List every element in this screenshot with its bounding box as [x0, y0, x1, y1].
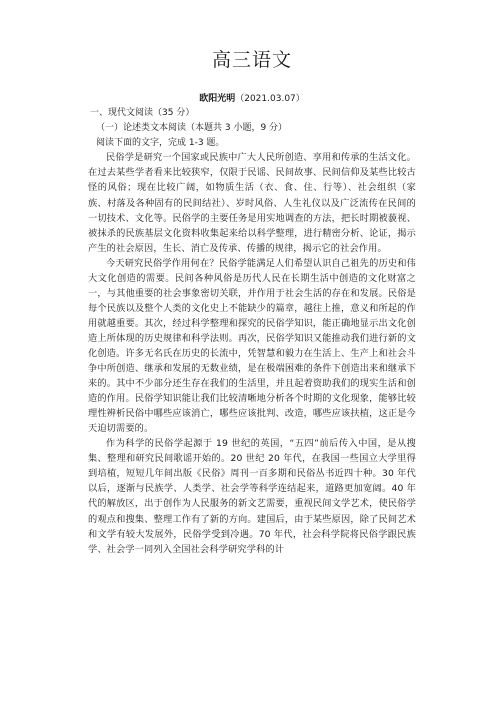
body-paragraph-3: 作为科学的民俗学起源于 19 世纪的英国，“五四”前后传入中国，是从搜集、整理和研究民间歌谣开始的。20 世纪 20 年代，在我国一些国立大学里得到培植，短短几年间出版《民俗》周刊一百多期和民俗丛书近四十种。30 年代以后，逐渐与民族学、人类学、社会学等科学连结起来，道路更加宽阔。40 年代的解放区，出于创作为人民服务的新文艺需要，重视民间文学艺术，使民俗学的观点和搜集、整理工作有了新的方向。建国后，由于某些原因，除了民间艺术和文学有较大发展外，民俗学受到冷遇。70 年代，社会科学院将民俗学跟民族学、社会学一同列入全国社会科学研究学科的计 [88, 438, 416, 555]
reading-instruction: 阅读下面的文字，完成 1-3 题。 [96, 137, 225, 148]
author-name: 欧阳光明 [199, 94, 236, 104]
section-heading: 一、现代文阅读（35 分） [90, 108, 195, 118]
body-paragraph-1: 民俗学是研究一个国家或民族中广大人民所创造、享用和传承的生活文化。在过去某些学者看来比较狭窄，仅限于民谣、民间故事、民间信仰及某些比较古怪的风俗；现在比较广阔，如物质生活（衣、食、住、行等）、社会组织（家族、村落及各种固有的民间结社）、岁时风俗、人生礼仪以及广泛流传在民间的一切技术、文化等。民俗学的主要任务是用实地调查的方法，把长时期被藐视、被抹杀的民族基层文化资料收集起来给以科学整理，进行精密分析、论证，揭示产生的社会原因，生长、消亡及传承、传播的规律，揭示它的社会作用。 [88, 152, 416, 254]
document-page [88, 48, 416, 557]
author-date: （2021.03.07） [235, 94, 305, 104]
document-title: 高三语文 [211, 49, 292, 71]
author-line [88, 92, 416, 106]
body-paragraph-2: 今天研究民俗学作用何在？民俗学能满足人们希望认识自己祖先的历史和伟大文化创造的需要。民间各种风俗是历代人民在长期生活中创造的文化财富之一，与其他重要的社会事象密切关联，并作用于社会生活的存在和发展。民俗是每个民族以及整个人类的文化史上不能缺少的篇章，越往上推，意义和所起的作用就越重要。其次，经过科学整理和探究的民俗学知识，能正确地显示出文化创造上所体现的历史规律和科学法则。再次，民俗学知识又能推动我们进行新的文化创造。许多无名氏在历史的长流中，凭智慧和毅力在生活上、生产上和社会斗争中所创造、继承和发展的无数业绩，是在极端困难的条件下创造出来和继承下来的。其中不少部分还生存在我们的生活里，并且起着资助我们的现实生活和创造的作用。民俗学知识能让我们比较清晰地分析各个时期的文化现象，能够比较理性辨析民俗中哪些应该消亡，哪些应该批判、改造，哪些应该扶植，这正是今天迫切需要的。 [88, 257, 416, 435]
subsection-heading: （一）论述类文本阅读（本题共 3 小题，9 分） [96, 122, 288, 133]
